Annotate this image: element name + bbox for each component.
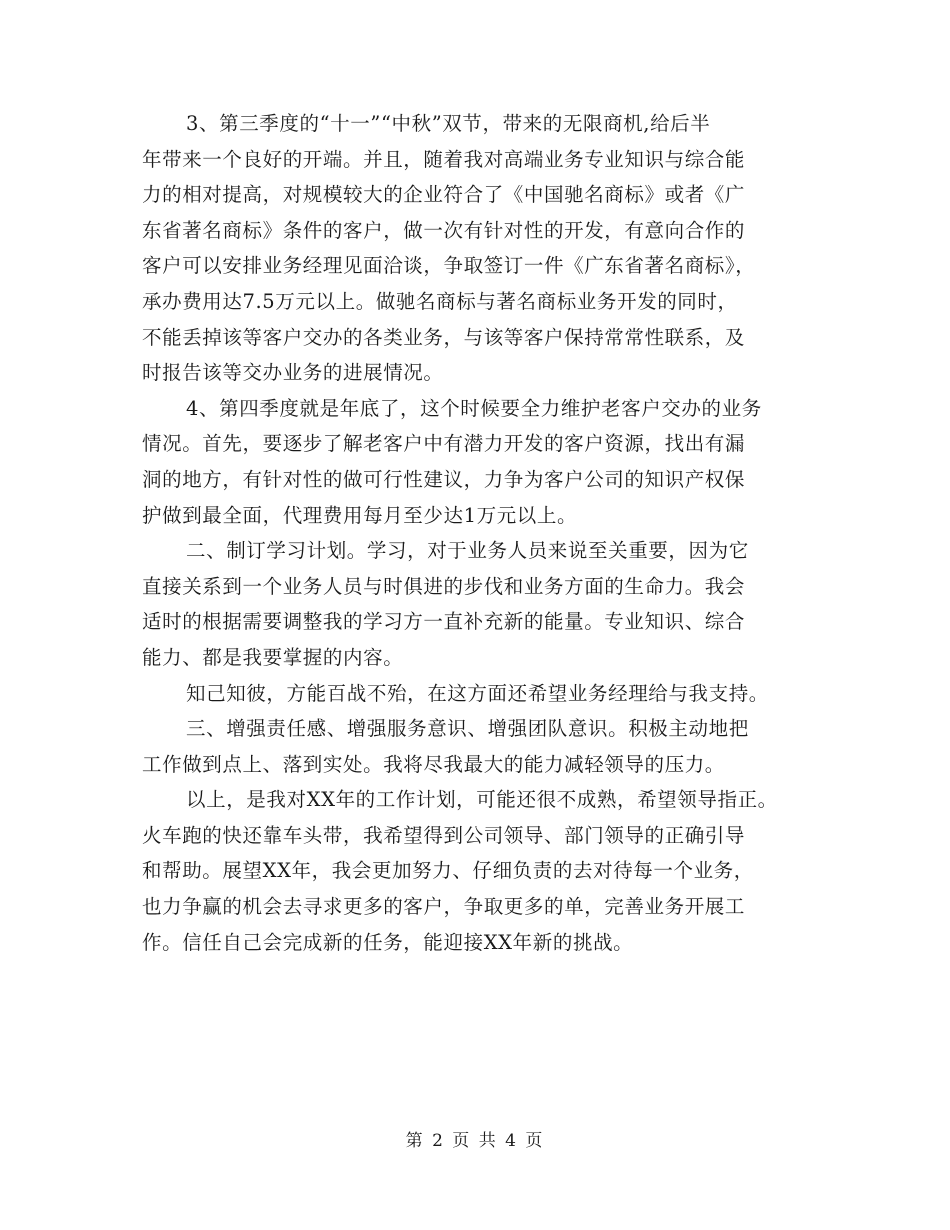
text-line: 工作做到点上、落到实处。我将尽我最大的能力减轻领导的压力。	[142, 752, 725, 776]
text-line: 3、第三季度的“十一”“中秋”双节，带来的无限商机,给后半	[186, 112, 711, 135]
text-line: 4、第四季度就是年底了，这个时候要全力维护老客户交办的业务	[186, 396, 762, 420]
text-line: 火车跑的快还靠车头带，我希望得到公司领导、部门领导的正确引导	[142, 823, 746, 847]
text-line: 东省著名商标》条件的客户，做一次有针对性的开发，有意向合作的	[142, 218, 746, 242]
text-line: 不能丢掉该等客户交办的各类业务，与该等客户保持常常性联系，及	[142, 325, 746, 349]
text-line: 直接关系到一个业务人员与时俱进的步伐和业务方面的生命力。我会	[142, 574, 746, 598]
text-line: 护做到最全面，代理费用每月至少达1万元以上。	[142, 503, 578, 527]
text-line: 二、制订学习计划。学习，对于业务人员来说至关重要，因为它	[186, 539, 749, 563]
text-line: 以上，是我对XX年的工作计划，可能还很不成熟，希望领导指正。	[186, 788, 778, 812]
text-line: 也力争赢的机会去寻求更多的客户，争取更多的单，完善业务开展工	[142, 895, 746, 919]
text-line: 承办费用达7.5万元以上。做驰名商标与著名商标业务开发的同时，	[142, 289, 738, 313]
text-line: 适时的根据需要调整我的学习方一直补充新的能量。专业知识、综合	[142, 610, 746, 634]
document-body	[142, 106, 810, 960]
text-line: 客户可以安排业务经理见面洽谈，争取签订一件《广东省著名商标》，	[142, 254, 756, 278]
text-line: 年带来一个良好的开端。并且，随着我对高端业务专业知识与综合能	[142, 147, 746, 171]
text-line: 知己知彼，方能百战不殆，在这方面还希望业务经理给与我支持。	[186, 681, 769, 705]
text-line: 和帮助。展望XX年，我会更加努力、仔细负责的去对待每一个业务，	[142, 859, 754, 883]
page-footer: 第 2 页 共 4 页	[405, 1131, 545, 1151]
text-line: 能力、都是我要掌握的内容。	[142, 645, 404, 669]
text-line: 三、增强责任感、增强服务意识、增强团队意识。积极主动地把	[186, 717, 749, 741]
text-line: 力的相对提高，对规模较大的企业符合了《中国驰名商标》或者《广	[142, 183, 746, 207]
text-line: 洞的地方，有针对性的做可行性建议，力争为客户公司的知识产权保	[142, 467, 746, 491]
text-line: 时报告该等交办业务的进展情况。	[142, 361, 444, 385]
text-line: 作。信任自己会完成新的任务，能迎接XX年新的挑战。	[142, 930, 634, 954]
text-line: 情况。首先，要逐步了解老客户中有潜力开发的客户资源，找出有漏	[142, 432, 746, 456]
